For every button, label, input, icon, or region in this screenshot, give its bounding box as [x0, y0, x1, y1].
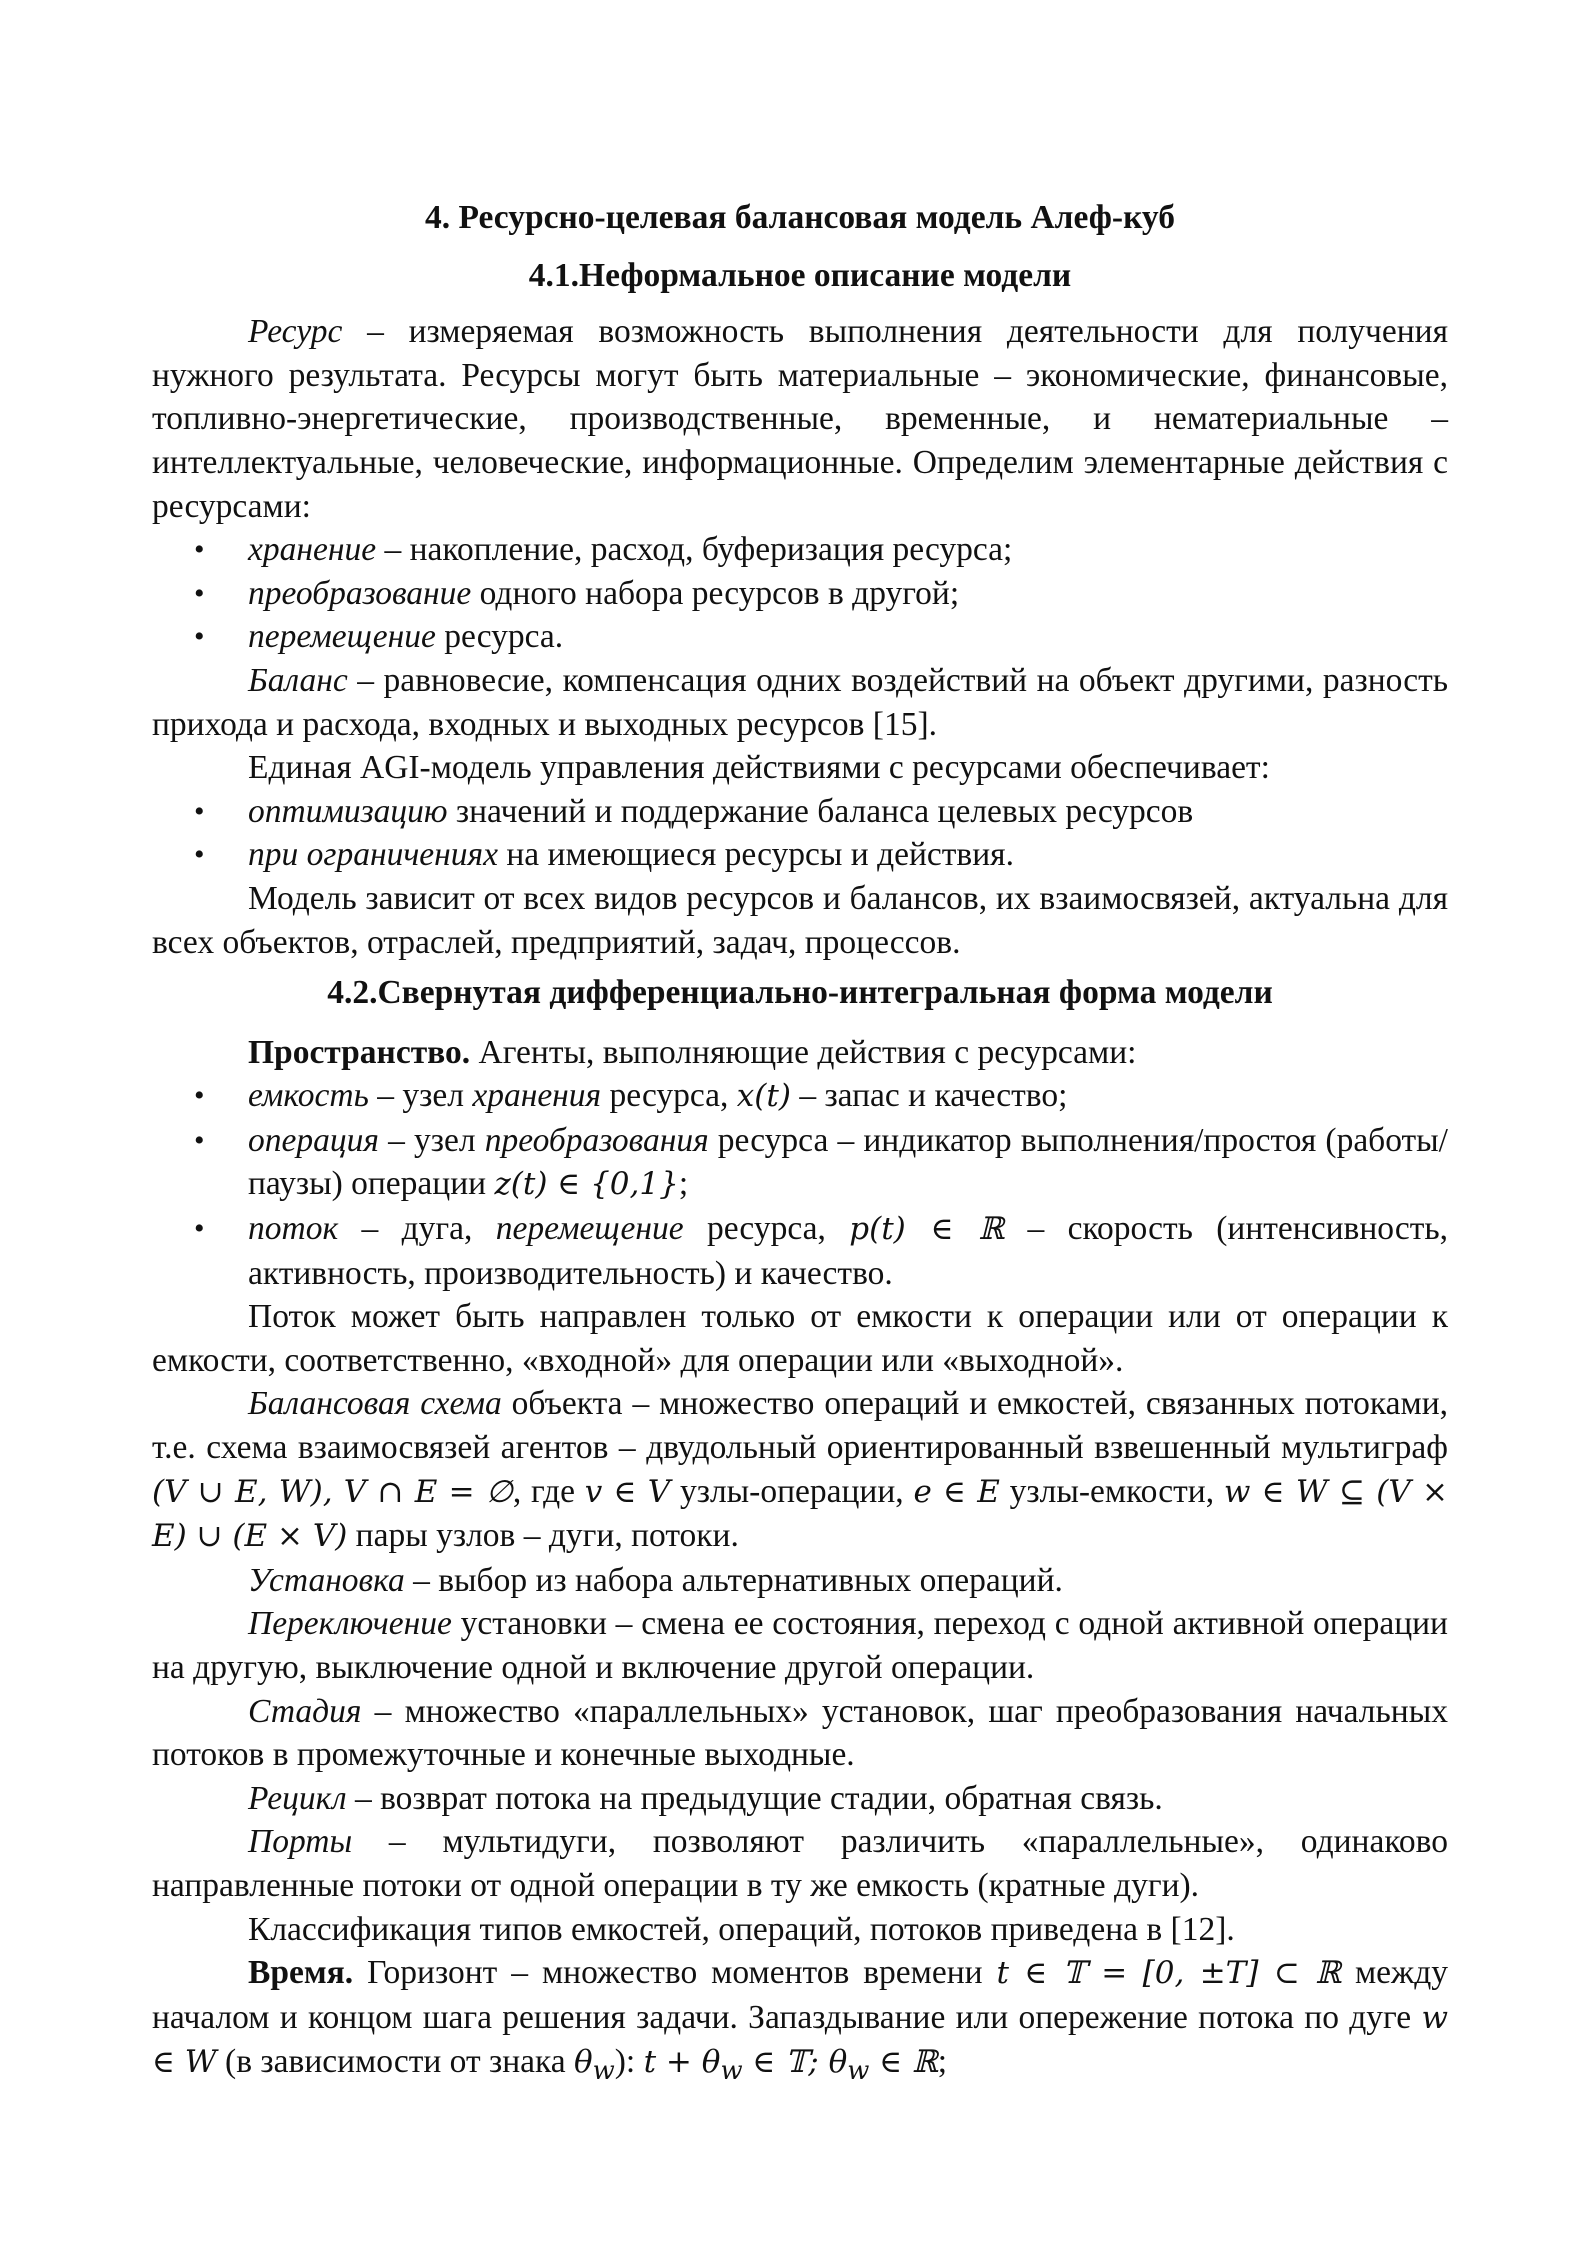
list-item — [152, 615, 1448, 659]
text: объекта – множество операций и емкостей, связанных потоками, т.е. схема взаимосвязей агентов – двудольный ориентированный взвешенный мультиграф — [152, 1385, 1448, 1467]
term-balance-scheme: Балансовая схема — [248, 1385, 502, 1423]
math-theta: θ — [574, 2044, 593, 2081]
list-text: – дуга, — [338, 1210, 496, 1248]
list-item — [152, 572, 1448, 616]
term-resource: Ресурс — [248, 313, 343, 351]
list-term-secondary: перемещение — [495, 1210, 684, 1248]
math-expression: w ∈ W — [152, 1999, 1448, 2081]
list-text: – накопление, расход, буферизация ресурса; — [376, 531, 1013, 569]
list-text: – запас и качество; — [790, 1077, 1068, 1115]
list-item — [152, 528, 1448, 572]
section-4-heading: 4. Ресурсно-целевая балансовая модель Алеф-куб — [425, 199, 1175, 236]
bullet-icon: • — [194, 838, 205, 872]
space-paragraph — [152, 1031, 1448, 1075]
text: – выбор из набора альтернативных операций. — [404, 1561, 1063, 1599]
time-label: Время. — [248, 1954, 354, 1992]
list-term: преобразование — [248, 574, 472, 612]
math-expression: v ∈ V — [584, 1473, 671, 1510]
term-switch: Переключение — [248, 1605, 452, 1643]
list-text: на имеющиеся ресурсы и действия. — [497, 836, 1014, 874]
setup-paragraph — [152, 1559, 1448, 1603]
bullet-icon: • — [194, 620, 205, 654]
bullet-icon: • — [194, 1079, 205, 1113]
stage-paragraph — [152, 1690, 1448, 1777]
list-text: ресурса, — [601, 1077, 737, 1115]
model-dependencies: Модель зависит от всех видов ресурсов и балансов, их взаимосвязей, актуальна для всех объектов, отраслей, предприятий, задач, процессов. — [152, 879, 1448, 961]
list-item — [152, 790, 1448, 834]
text: – мультидуги, позволяют различить «параллельные», одинаково направленные потоки от одной операции в ту же емкость (кратные дуги). — [152, 1823, 1448, 1904]
time-paragraph — [152, 1951, 1448, 2094]
text: установки – смена ее состояния, переход с одной активной операции на другую, выключение одной и включение другой операции. — [152, 1605, 1448, 1686]
list-term: при ограничениях — [248, 836, 498, 874]
bullet-icon: • — [194, 794, 205, 828]
math-expression: w ∈ W ⊆ (V × E) ∪ (E × V) — [152, 1473, 1448, 1555]
resource-definition-text: – измеряемая возможность выполнения деятельности для получения нужного результата. Ресурсы могут быть материальные – экономические, финансовые, топливно-энергетические, производственные, временные, и нематериальные – интеллектуальные, человеческие, информационные. Определим элементарные действия с ресурсами: — [152, 313, 1448, 525]
agi-intro: Единая AGI-модель управления действиями с ресурсами обеспечивает: — [248, 749, 1270, 787]
text: Горизонт – множество моментов времени — [353, 1954, 997, 1992]
math-expression: x(t) — [736, 1078, 791, 1115]
math-expression — [643, 2044, 938, 2087]
list-term: хранение — [248, 531, 377, 569]
balance-definition — [152, 659, 1448, 746]
list-item — [152, 1119, 1448, 1207]
list-text: ресурса – индикатор выполнения/простоя (работы/паузы) операции — [248, 1121, 1448, 1203]
math-part: ∈ 𝕋; θ — [742, 2044, 848, 2081]
math-expression: p(t) ∈ ℝ — [849, 1211, 1005, 1248]
space-text: Агенты, выполняющие действия с ресурсами: — [470, 1033, 1137, 1071]
text: , где — [512, 1472, 585, 1510]
term-ports: Порты — [248, 1823, 353, 1861]
math-part: ∈ ℝ — [869, 2044, 938, 2081]
bullet-icon: • — [194, 1212, 205, 1246]
agi-list — [152, 790, 1448, 877]
list-item — [152, 833, 1448, 877]
text: узлы-емкости, — [999, 1472, 1224, 1510]
text: узлы-операции, — [670, 1472, 914, 1510]
bullet-icon: • — [194, 1123, 205, 1157]
classification-paragraph: Классификация типов емкостей, операций, потоков приведена в [12]. — [248, 1910, 1235, 1948]
list-term: оптимизацию — [248, 792, 448, 830]
list-term-secondary: хранения — [472, 1077, 602, 1115]
text: – возврат потока на предыдущие стадии, обратная связь. — [346, 1779, 1163, 1817]
text: между началом и концом шага решения задачи. Запаздывание или опережение потока по дуге — [152, 1954, 1448, 2036]
section-4-2-heading: 4.2.Свернутая дифференциально-интегральная форма модели — [327, 974, 1273, 1012]
elementary-actions-list — [152, 528, 1448, 659]
bullet-icon: • — [194, 533, 205, 567]
math-part: t + θ — [643, 2044, 721, 2081]
text: ; — [937, 2043, 948, 2081]
text: ): — [614, 2043, 644, 2081]
text: – множество «параллельных» установок, шаг преобразования начальных потоков в промежуточные и конечные выходные. — [152, 1692, 1448, 1774]
math-expression: z(t) ∈ {0,1} — [494, 1166, 679, 1203]
ports-paragraph — [152, 1820, 1448, 1907]
flow-direction-paragraph: Поток может быть направлен только от емкости к операции или от операции к емкости, соответственно, «входной» для операции или «выходной». — [152, 1298, 1448, 1379]
list-text: – узел — [368, 1077, 473, 1115]
space-label: Пространство. — [248, 1033, 471, 1071]
term-stage: Стадия — [248, 1692, 362, 1730]
term-balance: Баланс — [248, 661, 348, 699]
math-expression: (V ∪ E, W), V ∩ E = ∅ — [152, 1473, 513, 1510]
section-4-1-heading: 4.1.Неформальное описание модели — [528, 256, 1072, 294]
list-text: ресурса. — [435, 618, 564, 656]
text: (в зависимости от знака — [216, 2043, 574, 2081]
math-subscript: w — [847, 2056, 870, 2087]
term-recycle: Рецикл — [248, 1779, 347, 1817]
balance-definition-text: – равновесие, компенсация одних воздействий на объект другими, разность прихода и расхода, входных и выходных ресурсов [15]. — [152, 661, 1448, 743]
math-expression: e ∈ E — [913, 1473, 1000, 1510]
text: пары узлов – дуги, потоки. — [347, 1517, 739, 1555]
list-text: – узел — [378, 1121, 485, 1159]
switch-paragraph — [152, 1602, 1448, 1689]
math-subscript: w — [592, 2056, 615, 2087]
list-term-secondary: преобразования — [484, 1121, 709, 1159]
list-text: – скорость (интенсивность, активность, производительность) и качество. — [248, 1210, 1448, 1292]
list-item — [152, 1207, 1448, 1295]
list-item — [152, 1074, 1448, 1119]
balance-scheme-paragraph — [152, 1382, 1448, 1558]
bullet-icon: • — [194, 576, 205, 610]
math-expression: t ∈ 𝕋 = [0, ±T] ⊂ ℝ — [996, 1955, 1342, 1992]
math-expression — [574, 2044, 615, 2087]
resource-definition — [152, 310, 1448, 528]
list-term: емкость — [248, 1077, 369, 1115]
list-text: значений и поддержание баланса целевых ресурсов — [447, 792, 1194, 830]
list-text: ресурса, — [683, 1210, 850, 1248]
term-setup: Установка — [248, 1561, 405, 1599]
document-page — [152, 196, 1448, 2094]
list-text: ; — [678, 1165, 689, 1203]
list-text: одного набора ресурсов в другой; — [471, 574, 960, 612]
list-term: операция — [248, 1121, 379, 1159]
agents-list — [152, 1074, 1448, 1295]
list-term: перемещение — [248, 618, 436, 656]
math-subscript: w — [720, 2056, 743, 2087]
list-term: поток — [248, 1210, 339, 1248]
recycle-paragraph — [152, 1777, 1448, 1821]
